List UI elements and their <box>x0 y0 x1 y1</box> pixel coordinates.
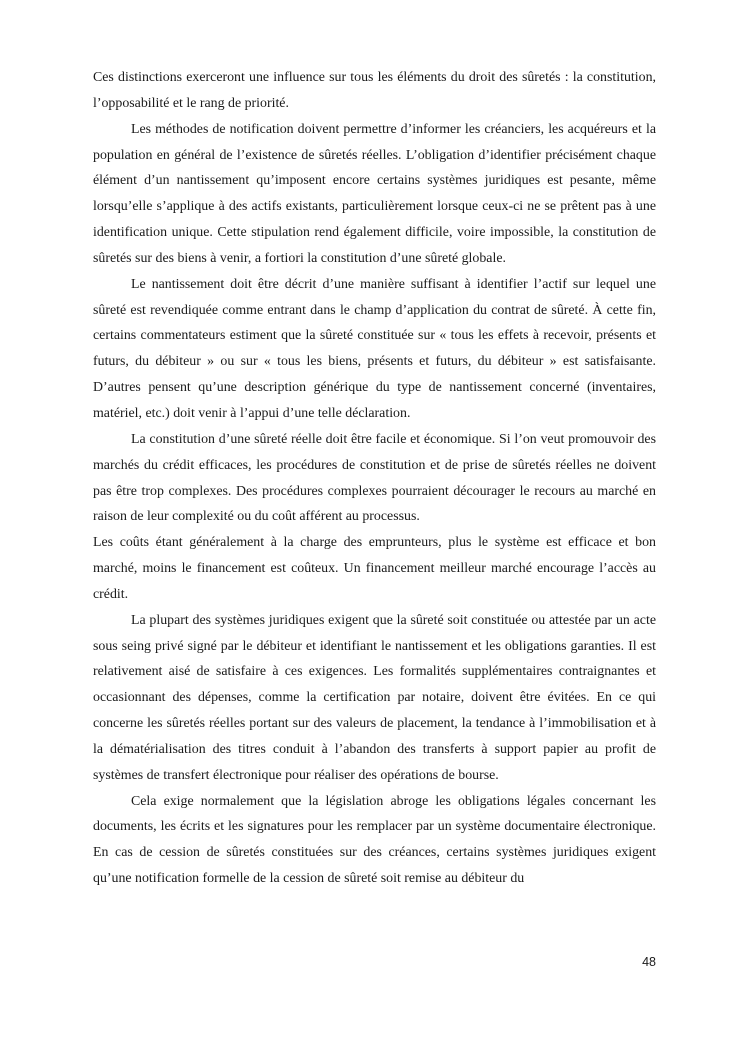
paragraph-4: La constitution d’une sûreté réelle doit être facile et économique. Si l’on veut promouvoir des marchés du crédit efficaces, les procédures de constitution et de prise de sûretés réelles ne doivent pas être trop complexes. Des procédures complexes pourraient décourager le recours au marché en raison de leur complexité ou du coût afférent au processus. <box>93 431 656 525</box>
page-body <box>93 65 656 892</box>
page-number: 48 <box>642 955 656 969</box>
paragraph-2: Les méthodes de notification doivent permettre d’informer les créanciers, les acquéreurs et la population en général de l’existence de sûretés réelles. L’obligation d’identifier précisément chaque élément d’un nantissement qu’imposent encore certains systèmes juridiques est pesante, même lorsqu’elle s’applique à des actifs existants, particulièrement lorsque ceux-ci ne se prêtent pas à une identification unique. Cette stipulation rend également difficile, voire impossible, la constitution de sûretés sur des biens à venir, a fortiori la constitution d’une sûreté globale. <box>93 121 656 266</box>
paragraph-6: La plupart des systèmes juridiques exigent que la sûreté soit constituée ou attestée par un acte sous seing privé signé par le débiteur et identifiant le nantissement et les obligations garanties. Il est relativement aisé de satisfaire à ces exigences. Les formalités supplémentaires contraignantes et occasionnant des dépenses, comme la certification par notaire, doivent être évitées. En ce qui concerne les sûretés réelles portant sur des valeurs de placement, la tendance à l’immobilisation et à la dématérialisation des titres conduit à l’abandon des transferts à support papier au profit de systèmes de transfert électronique pour réaliser des opérations de bourse. <box>93 612 656 783</box>
paragraph-1: Ces distinctions exerceront une influence sur tous les éléments du droit des sûretés : la constitution, l’opposabilité et le rang de priorité. <box>93 70 656 111</box>
paragraph-3: Le nantissement doit être décrit d’une manière suffisant à identifier l’actif sur lequel une sûreté est revendiquée comme entrant dans le champ d’application du contrat de sûreté. À cette fin, certains commentateurs estiment que la sûreté constituée sur « tous les effets à recevoir, présents et futurs, du débiteur » ou sur « tous les biens, présents et futurs, du débiteur » est satisfaisante. D’autres pensent qu’une description générique du type de nantissement concerné (inventaires, matériel, etc.) doit venir à l’appui d’une telle déclaration. <box>93 276 656 421</box>
paragraph-5: Les coûts étant généralement à la charge des emprunteurs, plus le système est efficace et bon marché, moins le financement est coûteux. Un financement meilleur marché encourage l’accès au crédit. <box>93 535 656 602</box>
paragraph-7: Cela exige normalement que la législation abroge les obligations légales concernant les documents, les écrits et les signatures pour les remplacer par un système documentaire électronique. En cas de cession de sûretés constituées sur des créances, certains systèmes juridiques exigent qu’une notification formelle de la cession de sûreté soit remise au débiteur du <box>93 793 656 887</box>
